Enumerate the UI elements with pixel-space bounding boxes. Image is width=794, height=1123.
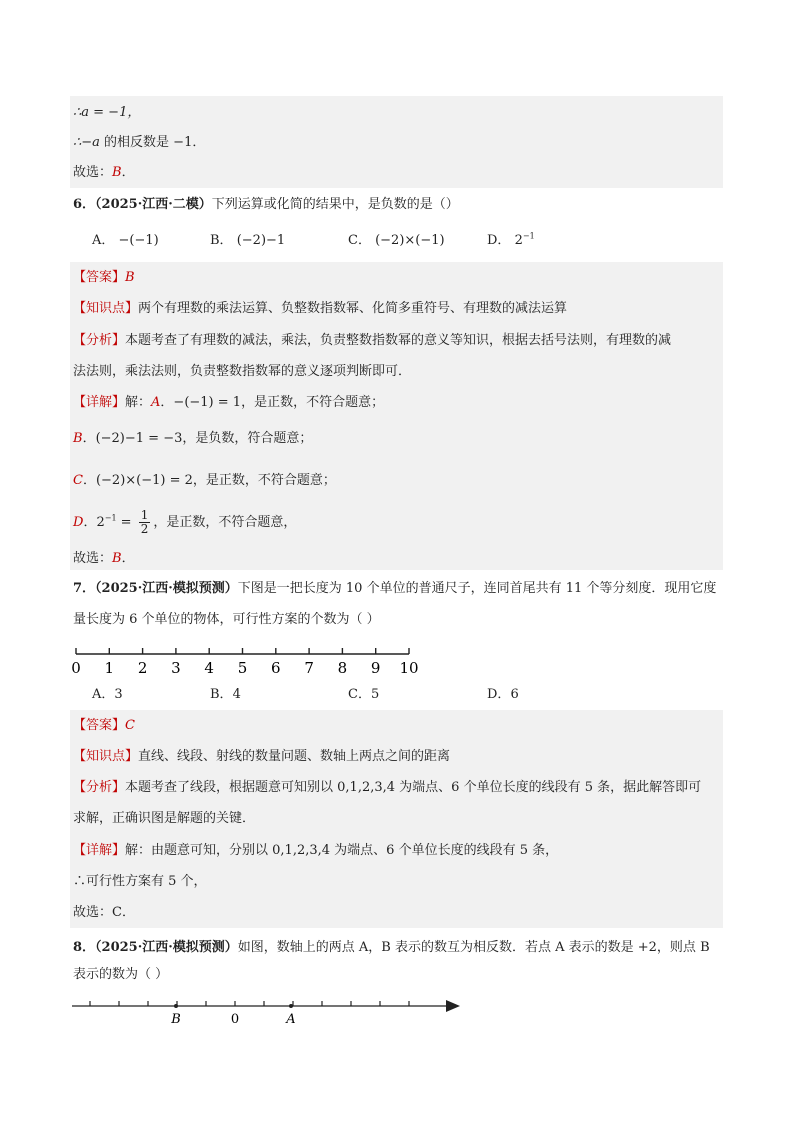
q6-detail-c: C．(−2)×(−1) = 2，是正数，不符合题意； xyxy=(73,473,336,488)
prev-line-2 xyxy=(73,134,205,152)
q6-option-d: D． $2^{-1}$ xyxy=(487,231,535,248)
q6-option-b: B． (−2)−1 xyxy=(210,233,286,248)
q8-source: （2025·江西·模拟预测） xyxy=(95,940,238,955)
q7-analysis-1: 【分析】本题考查了线段，根据题意可知别以 0,1,2,3,4 为端点、6 个单位长度的线段有 5 条，据此解答即可 xyxy=(73,780,702,795)
prev-choose-answer: B xyxy=(112,165,122,180)
ruler-label: 6 xyxy=(271,659,281,677)
q7-answer: 【答案】C xyxy=(73,718,135,733)
q8-stem-1: 8．（2025·江西·模拟预测）如图，数轴上的两点 A，B 表示的数互为相反数．若点 A 表示的数是 +2，则点 B xyxy=(73,940,710,955)
q7-option-a: A．3 xyxy=(92,687,123,702)
point-b-dot xyxy=(174,1004,178,1008)
prev-choose: 故选：B． xyxy=(73,165,135,180)
q6-analysis-2: 法法则，乘法法则，负责整数指数幂的意义逐项判断即可． xyxy=(73,364,412,379)
axis-label-a: A xyxy=(286,1012,296,1027)
ruler-label: 2 xyxy=(137,659,148,677)
q6-source: （2025·江西·二模） xyxy=(95,197,212,212)
q7-source: （2025·江西·模拟预测） xyxy=(95,581,238,596)
q7-stem-2: 量长度为 6 个单位的物体，可行性方案的个数为（ ） xyxy=(73,612,380,627)
prev-equation: ∴a = −1， xyxy=(73,105,141,120)
q6-analysis-1: 【分析】本题考查了有理数的减法，乘法，负责整数指数幂的意义等知识，根据去括号法则，有理数的减 xyxy=(73,333,672,348)
q7-detail-1: 【详解】解：由题意可知，分别以 0,1,2,3,4 为端点、6 个单位长度的线段有 5 条， xyxy=(73,843,559,858)
point-a-dot xyxy=(289,1004,293,1008)
q7-option-d: D．6 xyxy=(487,687,519,702)
number-axis-figure xyxy=(60,990,470,1030)
ruler-label: 7 xyxy=(304,659,314,677)
ruler-label: 1 xyxy=(104,659,115,677)
ruler-label: 5 xyxy=(237,659,248,677)
q8-stem-2: 表示的数为（ ） xyxy=(73,967,169,982)
q7-answer-value: C xyxy=(125,718,135,733)
axis-label-b: B xyxy=(171,1012,181,1027)
axis-arrow-icon xyxy=(446,1000,460,1012)
ruler-figure xyxy=(60,640,440,680)
q6-option-c: C． (−2)×(−1) xyxy=(348,233,445,248)
prev-text: 的相反数是 −1． xyxy=(99,135,206,150)
q7-option-b: B．4 xyxy=(210,687,241,702)
prev-expr: ∴−a xyxy=(73,135,100,150)
q7-stem-1: 7．（2025·江西·模拟预测）下图是一把长度为 10 个单位的普通尺子，连同首尾共有 11 个等分刻度．现用它度 xyxy=(73,581,717,596)
fraction-one-half: $\frac{1}{2}$ xyxy=(140,508,149,536)
q7-analysis-2: 求解，正确识图是解题的关键． xyxy=(73,811,256,826)
q6-detail-b: B．(−2)−1 = −3，是负数，符合题意； xyxy=(73,431,313,446)
axis-label-zero: 0 xyxy=(230,1012,240,1027)
ruler-label: 9 xyxy=(370,659,381,677)
q6-answer: 【答案】B xyxy=(73,270,135,285)
prev-line-1 xyxy=(73,104,140,122)
q6-detail-a: 【详解】解：A．−(−1) = 1，是正数，不符合题意； xyxy=(73,395,385,410)
q6-detail-d: D．$2^{-1}$ = $\frac{1}{2}$ ，是正数，不符合题意， xyxy=(73,508,297,536)
ruler-label: 10 xyxy=(399,659,419,677)
q7-choose: 故选：C． xyxy=(73,905,135,920)
q6-choose: 故选：B． xyxy=(73,551,135,566)
q6-stem: 6．（2025·江西·二模）下列运算或化简的结果中，是负数的是（） xyxy=(73,197,459,212)
ruler-label: 0 xyxy=(71,659,81,677)
q7-knowledge: 【知识点】直线、线段、射线的数量问题、数轴上两点之间的距离 xyxy=(73,749,451,764)
q6-knowledge: 【知识点】两个有理数的乘法运算、负整数指数幂、化简多重符号、有理数的减法运算 xyxy=(73,301,568,316)
ruler-label: 8 xyxy=(337,659,348,677)
q7-detail-2: ∴可行性方案有 5 个， xyxy=(73,874,207,889)
q6-answer-value: B xyxy=(125,270,135,285)
ruler-label: 4 xyxy=(204,659,214,677)
q7-option-c: C．5 xyxy=(348,687,380,702)
q6-option-a: A． −(−1) xyxy=(92,233,159,248)
ruler-label: 3 xyxy=(171,659,181,677)
